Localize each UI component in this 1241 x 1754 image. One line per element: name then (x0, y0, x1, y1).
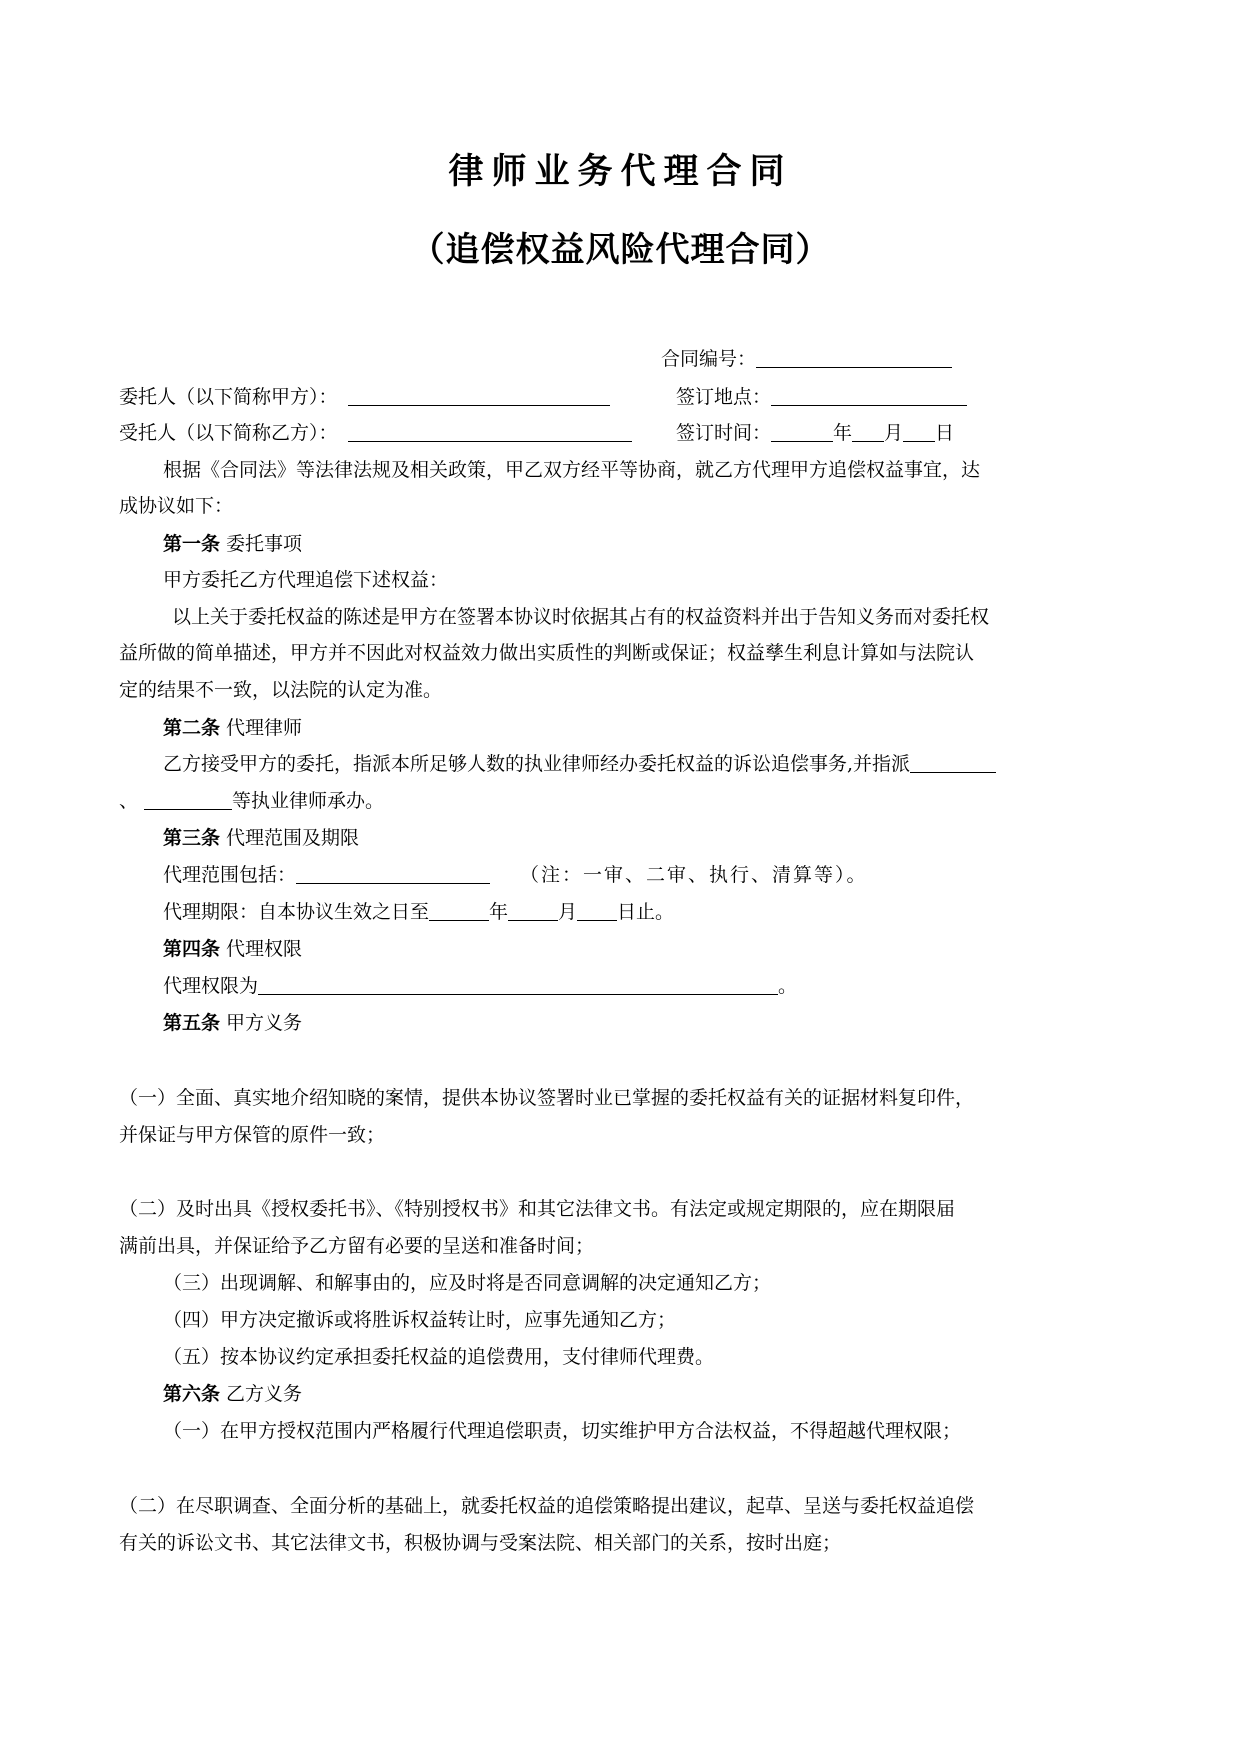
article-1-number: 第一条 (163, 533, 221, 555)
article-1-p2-line-3: 定的结果不一致，以法院的认定为准。 (119, 679, 443, 701)
article-6-title: 乙方义务 (220, 1383, 303, 1405)
sign-place-row (676, 385, 967, 409)
assigned-lawyer-blank-2[interactable] (144, 789, 232, 810)
agent-row (119, 421, 632, 445)
scope-row (163, 863, 868, 887)
article-4-heading (163, 937, 302, 961)
article-2-p1-prefix: 、 (119, 790, 139, 812)
article-2-p1-line-1 (163, 752, 996, 776)
article-6-item-2-line-2: 有关的诉讼文书、其它法律文书，积极协调与受案法院、相关部门的关系，按时出庭； (119, 1532, 842, 1554)
contract-no-label: 合同编号： (661, 348, 757, 370)
intro-line-2: 成协议如下： (119, 495, 234, 517)
article-5-item-1-line-2: 并保证与甲方保管的原件一致； (119, 1124, 386, 1146)
article-6-item-1: （一）在甲方授权范围内严格履行代理追偿职责，切实维护甲方合法权益，不得超越代理权限； (163, 1420, 962, 1442)
article-6-number: 第六条 (163, 1383, 221, 1405)
article-3-number: 第三条 (163, 827, 221, 849)
sign-time-label: 签订时间： (676, 422, 772, 444)
article-5-item-5: （五）按本协议约定承担委托权益的追偿费用，支付律师代理费。 (163, 1346, 715, 1368)
intro-line-1: 根据《合同法》等法律法规及相关政策，甲乙双方经平等协商，就乙方代理甲方追偿权益事宜，达 (163, 459, 981, 481)
article-1-title: 委托事项 (220, 533, 303, 555)
article-6-item-2-line-1: （二）在尽职调查、全面分析的基础上，就委托权益的追偿策略提出建议，起草、呈送与委托权益追偿 (119, 1495, 975, 1517)
article-5-item-1-line-1: （一）全面、真实地介绍知晓的案情，提供本协议签署时业已掌握的委托权益有关的证据材料复印件， (119, 1087, 975, 1109)
term-label: 代理期限：自本协议生效之日至 (163, 901, 430, 923)
article-5-number: 第五条 (163, 1012, 221, 1034)
scope-note: （注：一审、二审、执行、清算等）。 (520, 864, 868, 886)
document-subtitle: （追偿权益风险代理合同） (410, 230, 831, 270)
contract-no-blank[interactable] (756, 347, 952, 368)
article-4-title: 代理权限 (220, 938, 303, 960)
article-3-title: 代理范围及期限 (220, 827, 360, 849)
authority-end: 。 (778, 975, 798, 997)
article-2-p1-suffix: 等执业律师承办。 (232, 790, 385, 812)
article-2-p1-line-2 (119, 789, 384, 813)
article-1-p2-line-2: 益所做的简单描述，甲方并不因此对权益效力做出实质性的判断或保证；权益孳生利息计算如与法院认 (119, 642, 975, 664)
authority-row (163, 974, 797, 998)
term-year-unit: 年 (489, 901, 509, 923)
client-blank[interactable] (348, 385, 610, 406)
scope-label: 代理范围包括： (163, 864, 297, 886)
term-day-blank[interactable] (577, 900, 617, 921)
article-3-heading (163, 826, 359, 850)
sign-month-blank[interactable] (852, 421, 884, 442)
article-5-item-3: （三）出现调解、和解事由的，应及时将是否同意调解的决定通知乙方； (163, 1272, 772, 1294)
article-4-number: 第四条 (163, 938, 221, 960)
article-1-p2-line-1: 以上关于委托权益的陈述是甲方在签署本协议时依据其占有的权益资料并出于告知义务而对委托权 (172, 606, 990, 628)
term-month-blank[interactable] (508, 900, 558, 921)
article-2-p1-text: 乙方接受甲方的委托，指派本所足够人数的执业律师经办委托权益的诉讼追偿事务,并指派 (163, 753, 911, 775)
article-5-item-2-line-2: 满前出具，并保证给予乙方留有必要的呈送和准备时间； (119, 1235, 595, 1257)
article-2-heading (163, 716, 302, 740)
sign-year-blank[interactable] (771, 421, 833, 442)
agent-label: 受托人（以下简称乙方）： (119, 422, 338, 444)
agent-blank[interactable] (348, 421, 632, 442)
sign-time-row (676, 421, 954, 445)
term-year-blank[interactable] (429, 900, 489, 921)
sign-year-unit: 年 (833, 422, 853, 444)
assigned-lawyer-blank-1[interactable] (910, 752, 996, 773)
sign-month-unit: 月 (884, 422, 904, 444)
article-1-p1: 甲方委托乙方代理追偿下述权益： (163, 569, 449, 591)
article-2-title: 代理律师 (220, 717, 303, 739)
article-2-number: 第二条 (163, 717, 221, 739)
scope-blank[interactable] (296, 863, 490, 884)
authority-label: 代理权限为 (163, 975, 259, 997)
client-row (119, 385, 610, 409)
term-day-unit: 日止。 (617, 901, 675, 923)
term-row (163, 900, 674, 924)
authority-blank[interactable] (258, 974, 778, 995)
sign-day-unit: 日 (935, 422, 955, 444)
article-1-heading (163, 532, 302, 556)
article-5-title: 甲方义务 (220, 1012, 303, 1034)
article-5-heading (163, 1011, 302, 1035)
article-6-heading (163, 1382, 302, 1406)
article-5-item-2-line-1: （二）及时出具《授权委托书》、《特别授权书》和其它法律文书。有法定或规定期限的，应在期限届 (119, 1198, 956, 1220)
sign-place-label: 签订地点： (676, 386, 772, 408)
document-title: 律师业务代理合同 (448, 151, 793, 192)
client-label: 委托人（以下简称甲方）： (119, 386, 338, 408)
term-month-unit: 月 (558, 901, 578, 923)
article-5-item-4: （四）甲方决定撤诉或将胜诉权益转让时，应事先通知乙方； (163, 1309, 677, 1331)
sign-place-blank[interactable] (771, 385, 967, 406)
sign-day-blank[interactable] (903, 421, 935, 442)
contract-no-row (661, 347, 952, 371)
